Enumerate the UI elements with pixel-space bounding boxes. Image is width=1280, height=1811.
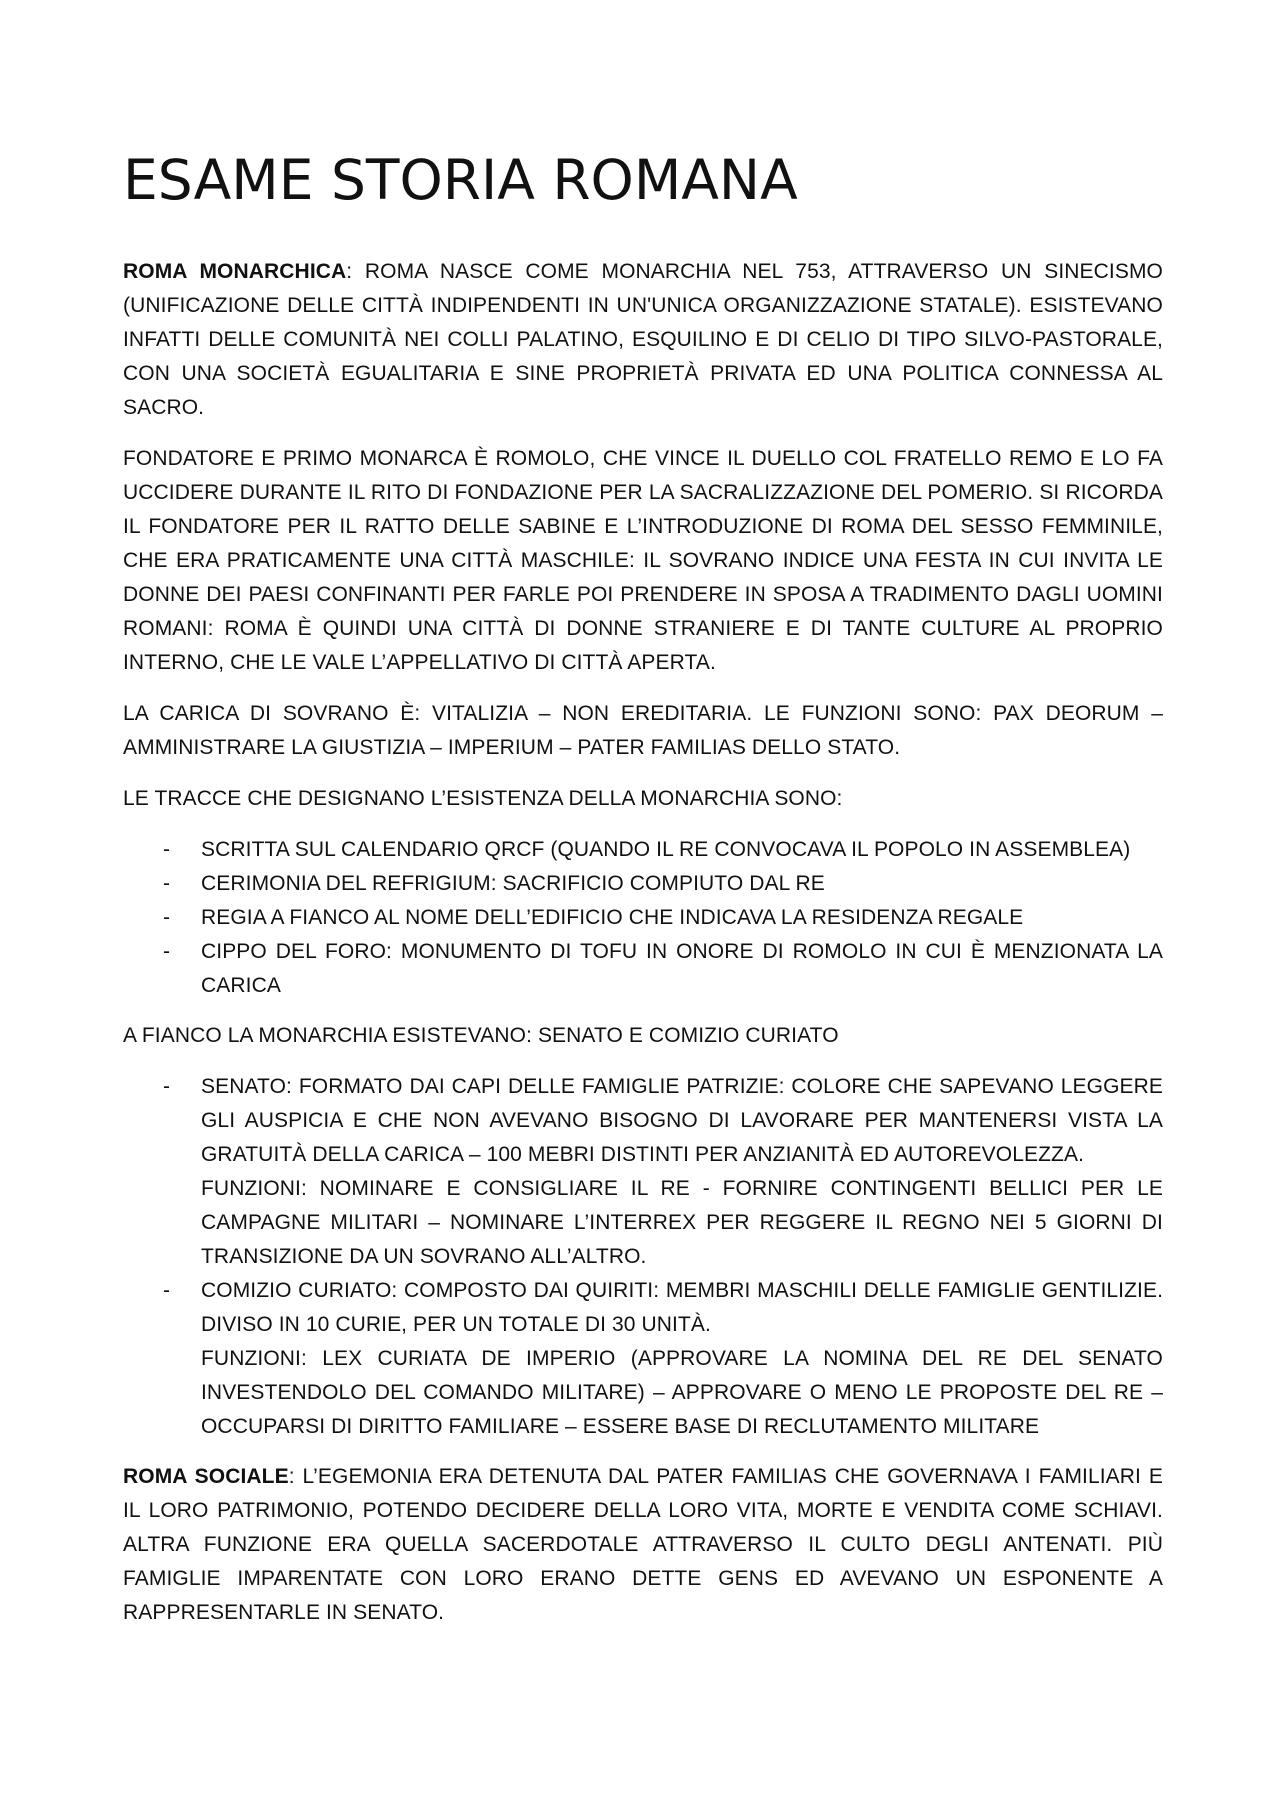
- paragraph-carica-sovrano: LA CARICA DI SOVRANO È: VITALIZIA – NON EREDITARIA. LE FUNZIONI SONO: PAX DEORUM – AMMINISTRARE LA GIUSTIZIA – IMPERIUM – PATER FAMILIAS DELLO STATO.: [123, 701, 1163, 759]
- list-item-comizio-curiato: [123, 1274, 1163, 1444]
- paragraph-text: : ROMA NASCE COME MONARCHIA NEL 753, ATTRAVERSO UN SINECISMO (UNIFICAZIONE DELLE CITTÀ INDIPENDENTI IN UN'UNICA ORGANIZZAZIONE STATALE). ESISTEVANO INFATTI DELLE COMUNITÀ NEI COLLI PALATINO, ESQUILINO E DI CELIO DI TIPO SILVO-PASTORALE, CON UNA SOCIETÀ EGUALITARIA E SINE PROPRIETÀ PRIVATA ED UNA POLITICA CONNESSA AL SACRO.: [123, 259, 1163, 419]
- paragraph-fondatore: FONDATORE E PRIMO MONARCA È ROMOLO, CHE VINCE IL DUELLO COL FRATELLO REMO E LO FA UCCIDERE DURANTE IL RITO DI FONDAZIONE PER LA SACRALIZZAZIONE DEL POMERIO. SI RICORDA IL FONDATORE PER IL RATTO DELLE SABINE E L’INTRODUZIONE DI ROMA DEL SESSO FEMMINILE, CHE ERA PRATICAMENTE UNA CITTÀ MASCHILE: IL SOVRANO INDICE UNA FESTA IN CUI INVITA LE DONNE DEI PAESI CONFINANTI PER FARLE POI PRENDERE IN SPOSA A TRADIMENTO DAGLI UOMINI ROMANI: ROMA È QUINDI UNA CITTÀ DI DONNE STRANIERE E DI TANTE CULTURE AL PROPRIO INTERNO, CHE LE VALE L’APPELLATIVO DI CITTÀ APERTA.: [123, 446, 1163, 674]
- paragraph-roma-sociale: [123, 1460, 1163, 1630]
- list-item-text: REGIA A FIANCO AL NOME DELL’EDIFICIO CHE INDICAVA LA RESIDENZA REGALE: [201, 905, 1024, 929]
- list-item-functions: FUNZIONI: LEX CURIATA DE IMPERIO (APPROVARE LA NOMINA DEL RE DEL SENATO INVESTENDOLO DEL COMANDO MILITARE) – APPROVARE O MENO LE PROPOSTE DEL RE – OCCUPARSI DI DIRITTO FAMILIARE – ESSERE BASE DI RECLUTAMENTO MILITARE: [201, 1346, 1163, 1438]
- list-item: [123, 833, 1163, 867]
- list-item-text: CIPPO DEL FORO: MONUMENTO DI TOFU IN ONORE DI ROMOLO IN CUI È MENZIONATA LA CARICA: [201, 939, 1163, 997]
- dash-bullet: -: [163, 905, 171, 929]
- paragraph-fianco-monarchia: A FIANCO LA MONARCHIA ESISTEVANO: SENATO E COMIZIO CURIATO: [123, 1023, 839, 1047]
- document-page: [123, 150, 1163, 1647]
- section-heading-roma-sociale: ROMA SOCIALE: [123, 1464, 289, 1488]
- section-heading-roma-monarchica: ROMA MONARCHICA: [123, 259, 347, 283]
- list-item-functions: FUNZIONI: NOMINARE E CONSIGLIARE IL RE - FORNIRE CONTINGENTI BELLICI PER LE CAMPAGNE MILITARI – NOMINARE L’INTERREX PER REGGERE IL REGNO NEI 5 GIORNI DI TRANSIZIONE DA UN SOVRANO ALL’ALTRO.: [201, 1176, 1163, 1268]
- list-item-text: SCRITTA SUL CALENDARIO QRCF (QUANDO IL RE CONVOCAVA IL POPOLO IN ASSEMBLEA): [201, 837, 1131, 861]
- list-item-text: CERIMONIA DEL REFRIGIUM: SACRIFICIO COMPIUTO DAL RE: [201, 871, 825, 895]
- list-item-text: COMIZIO CURIATO: COMPOSTO DAI QUIRITI: MEMBRI MASCHILI DELLE FAMIGLIE GENTILIZIE. DIVISO IN 10 CURIE, PER UN TOTALE DI 30 UNITÀ.: [201, 1278, 1163, 1336]
- paragraph-text: : L’EGEMONIA ERA DETENUTA DAL PATER FAMILIAS CHE GOVERNAVA I FAMILIARI E IL LORO PATRIMONIO, POTENDO DECIDERE DELLA LORO VITA, MORTE E VENDITA COME SCHIAVI. ALTRA FUNZIONE ERA QUELLA SACERDOTALE ATTRAVERSO IL CULTO DEGLI ANTENATI. PIÙ FAMIGLIE IMPARENTATE CON LORO ERANO DETTE GENS ED AVEVANO UN ESPONENTE A RAPPRESENTARLE IN SENATO.: [123, 1464, 1163, 1624]
- list-tracce: [123, 833, 1163, 1003]
- dash-bullet: -: [163, 837, 171, 861]
- document-title: ESAME STORIA ROMANA: [123, 148, 798, 212]
- dash-bullet: -: [163, 939, 171, 963]
- list-item: [123, 901, 1163, 935]
- list-item-senato: [123, 1070, 1163, 1274]
- dash-bullet: -: [163, 871, 171, 895]
- dash-bullet: -: [163, 1074, 171, 1098]
- dash-bullet: -: [163, 1278, 171, 1302]
- list-item: [123, 935, 1163, 1003]
- list-item-text: SENATO: FORMATO DAI CAPI DELLE FAMIGLIE PATRIZIE: COLORE CHE SAPEVANO LEGGERE GLI AUSPICIA E CHE NON AVEVANO BISOGNO DI LAVORARE PER MANTENERSI VISTA LA GRATUITÀ DELLA CARICA – 100 MEBRI DISTINTI PER ANZIANITÀ ED AUTOREVOLEZZA.: [201, 1074, 1163, 1166]
- paragraph-roma-monarchica: [123, 255, 1163, 425]
- list-item: [123, 867, 1163, 901]
- paragraph-tracce: LE TRACCE CHE DESIGNANO L’ESISTENZA DELLA MONARCHIA SONO:: [123, 786, 843, 810]
- list-istituzioni: [123, 1070, 1163, 1444]
